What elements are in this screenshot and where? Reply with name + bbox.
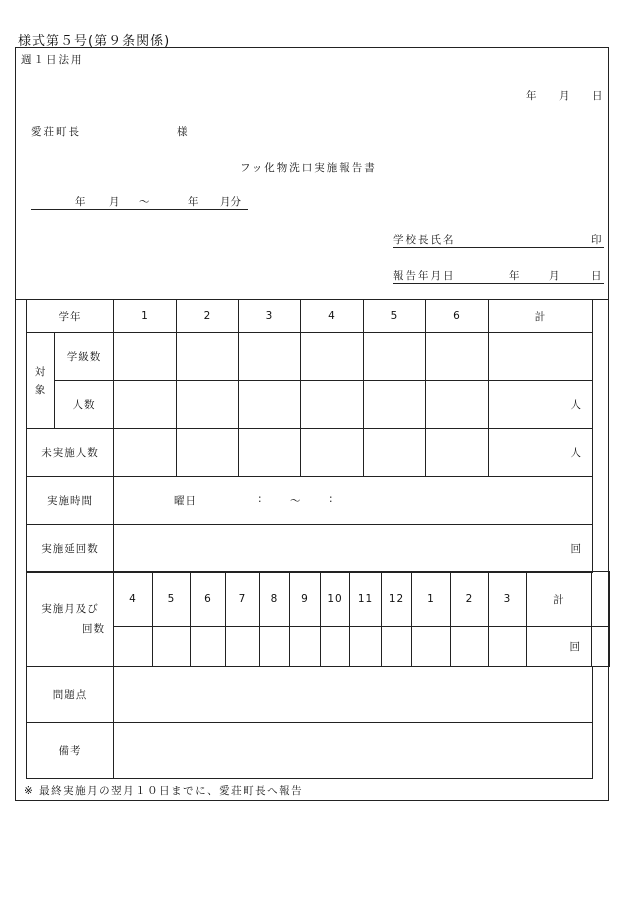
table-cell[interactable] [260,627,290,667]
table-cell[interactable] [364,381,426,429]
grade-5: 5 [364,300,426,333]
not-done-total-cell[interactable]: 人 [489,429,593,477]
target-label [27,333,55,429]
grade-header-row [27,300,593,333]
report-title: フッ化物洗口実施報告書 [240,162,377,174]
table-cell[interactable] [426,333,489,381]
issues-label: 問題点 [27,667,114,723]
grade-6: 6 [426,300,489,333]
monthly-total-header: 計 [527,572,592,627]
table-cell[interactable] [382,627,412,667]
table-cell[interactable] [350,627,382,667]
table-cell[interactable] [412,627,451,667]
table-cell [592,627,610,667]
addressee-honorific: 様 [177,126,188,138]
table-cell[interactable] [114,429,177,477]
period-month-1: 月 [109,196,120,208]
total-times-label: 実施延回数 [27,525,114,573]
seal-mark: 印 [591,234,602,246]
target-label-2: 象 [34,383,47,396]
target-label-1: 対 [34,365,47,378]
grade-2: 2 [177,300,239,333]
report-date-field[interactable] [393,268,604,284]
date-year: 年 [526,90,537,102]
table-cell[interactable] [301,429,364,477]
table-cell[interactable] [321,627,350,667]
report-date-label: 報告年月日 [393,270,456,282]
table-cell[interactable] [426,429,489,477]
table-cell[interactable] [301,381,364,429]
principal-name-field[interactable] [393,232,604,248]
month-3: 3 [489,572,527,627]
table-cell[interactable] [191,627,226,667]
total-times-cell[interactable]: 回 [114,525,593,573]
table-cell[interactable] [177,381,239,429]
usage-note: 週１日法用 [21,54,84,66]
class-count-row [27,333,593,381]
grade-header: 学年 [27,300,114,333]
remarks-row [27,723,593,779]
form-number-title: 様式第５号(第９条関係) [18,34,171,49]
month-1: 1 [412,572,451,627]
period-month-2: 月分 [220,196,241,208]
time-row [27,477,593,525]
class-count-label: 学級数 [55,333,114,381]
month-12: 12 [382,572,412,627]
remarks-label: 備考 [27,723,114,779]
grade-1: 1 [114,300,177,333]
table-cell[interactable] [114,333,177,381]
footnote: ※ 最終実施月の翌月１０日までに、愛荘町長へ報告 [24,785,304,797]
period-tilde: ～ [139,196,150,208]
monthly-label-2: 回数 [82,623,105,635]
table-cell[interactable] [114,381,177,429]
month-10: 10 [321,572,350,627]
time-value-cell[interactable] [114,477,593,525]
monthly-table [26,571,610,667]
month-11: 11 [350,572,382,627]
table-cell[interactable] [301,333,364,381]
table-cell[interactable] [290,627,321,667]
table-cell[interactable] [114,627,153,667]
time-colon-1: : [258,493,263,505]
month-header-row [27,572,610,627]
grade-4: 4 [301,300,364,333]
table-cell[interactable] [177,429,239,477]
not-done-row [27,429,593,477]
time-label: 実施時間 [27,477,114,525]
table-cell [592,572,610,627]
grade-table [26,299,593,573]
time-colon-2: : [329,493,334,505]
people-count-row [27,381,593,429]
month-7: 7 [226,572,260,627]
month-5: 5 [153,572,191,627]
addressee-name: 愛荘町長 [31,126,81,138]
table-cell[interactable] [364,333,426,381]
grade-total-header: 計 [489,300,593,333]
period-year-1: 年 [75,196,86,208]
table-cell[interactable] [489,627,527,667]
table-cell[interactable] [239,429,301,477]
report-date-month: 月 [549,270,560,282]
month-9: 9 [290,572,321,627]
report-form [15,47,609,801]
people-total-cell[interactable]: 人 [489,381,593,429]
report-date-year: 年 [509,270,520,282]
table-cell[interactable] [239,333,301,381]
month-value-row [27,627,610,667]
principal-label: 学校長氏名 [393,234,456,246]
month-2: 2 [451,572,489,627]
total-times-row [27,525,593,573]
month-4: 4 [114,572,153,627]
month-8: 8 [260,572,290,627]
time-weekday: 曜日 [174,495,197,507]
report-date-day: 日 [591,270,602,282]
monthly-label-1: 実施月及び [41,603,99,615]
table-cell[interactable] [451,627,489,667]
table-cell[interactable] [489,333,593,381]
table-cell[interactable] [239,381,301,429]
issues-row [27,667,593,723]
issues-cell[interactable] [114,667,593,723]
period-field[interactable] [31,194,248,210]
grade-3: 3 [239,300,301,333]
form-header-section [16,48,608,300]
date-month: 月 [559,90,570,102]
table-cell[interactable] [177,333,239,381]
month-6: 6 [191,572,226,627]
date-day: 日 [592,90,603,102]
table-cell[interactable] [426,381,489,429]
time-tilde: ～ [290,495,302,507]
monthly-total-cell[interactable]: 回 [527,627,592,667]
table-cell[interactable] [153,627,191,667]
period-year-2: 年 [188,196,199,208]
table-cell[interactable] [226,627,260,667]
monthly-label [27,572,114,667]
people-count-label: 人数 [55,381,114,429]
remarks-cell[interactable] [114,723,593,779]
not-done-label: 未実施人数 [27,429,114,477]
notes-table [26,666,593,779]
table-cell[interactable] [364,429,426,477]
